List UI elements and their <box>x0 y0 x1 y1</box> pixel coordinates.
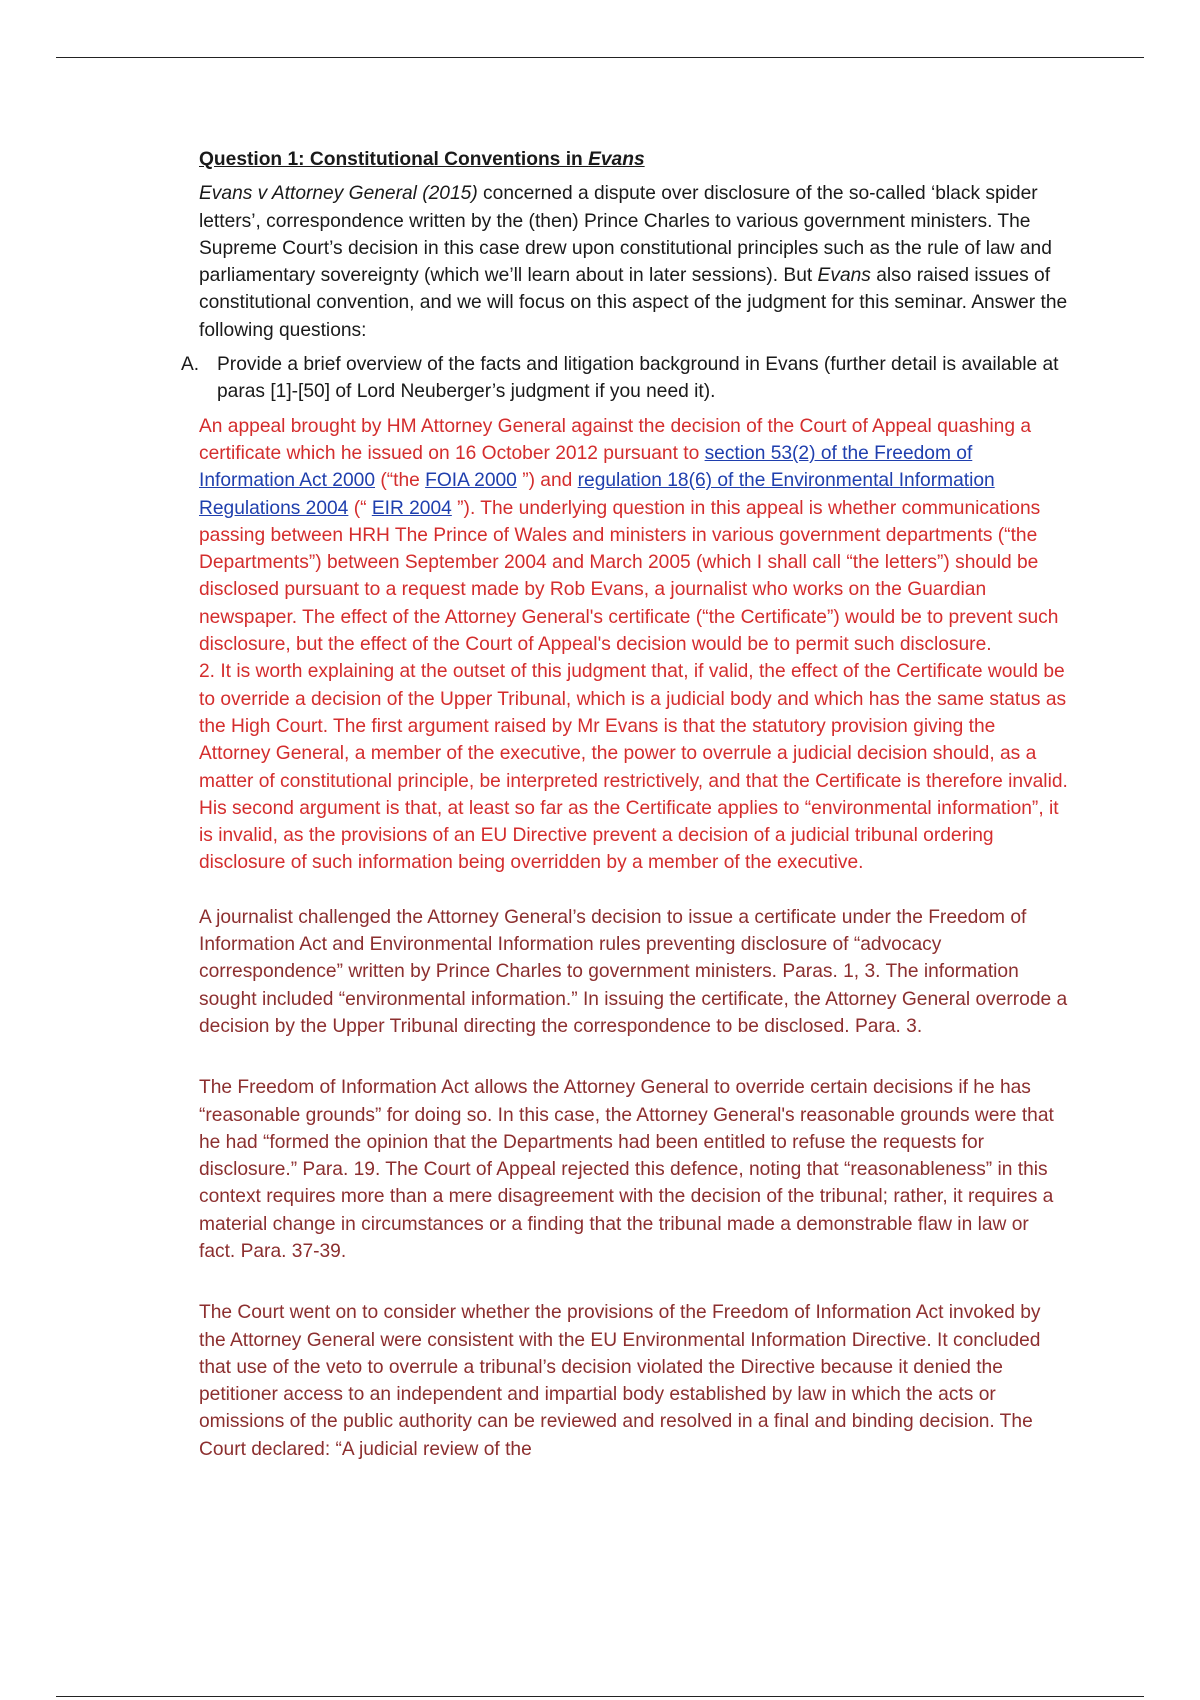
quote-text: (“ <box>348 497 372 519</box>
intro-paragraph <box>199 180 1069 344</box>
answer-paragraph-2: The Freedom of Information Act allows the Attorney General to override certain decisions if he has “reasonable grounds” for doing so. In this case, the Attorney General's reasonable grounds were that he had “formed the opinion that the Departments had been entitled to refuse the requests for disclosure.” Para. 19. The Court of Appeal rejected this defence, noting that “reasonableness” in this context requires more than a mere disagreement with the decision of the tribunal; rather, it requires a material change in circumstances or a finding that the tribunal made a demonstrable flaw in law or fact. Para. 37-39. <box>199 1077 1054 1262</box>
intro-text-2: also raised issues of constitutional convention, and we will focus on this aspect of the judgment for this seminar. Answer the following questions: <box>199 265 1068 341</box>
intro-text-1: concerned a dispute over disclosure of the so-called ‘black spider letters’, correspondence written by the (then) Prince Charles to various government ministers. The Supreme Court’s decision in this case drew upon constitutional principles such as the rule of law and parliamentary sovereignty (which we’ll learn about in later sessions). But <box>199 183 1052 287</box>
quote-text: (“the <box>375 470 426 492</box>
quote-paragraph-1 <box>199 413 1069 659</box>
question-a-label: A. <box>181 354 200 376</box>
case-name-short: Evans <box>817 265 871 287</box>
quote-text: ”) and <box>516 470 578 492</box>
question-a-text: Provide a brief overview of the facts and litigation background in Evans (further detail is available at paras [1]-[50] of Lord Neuberger’s judgment if you need it). <box>217 354 1059 403</box>
footer-rule <box>56 1696 1144 1697</box>
answer-paragraph-1: A journalist challenged the Attorney General’s decision to issue a certificate under the Freedom of Information Act and Environmental Information rules preventing disclosure of “advocacy correspondence” written by Prince Charles to government ministers. Paras. 1, 3. The information sought included “environmental information.” In issuing the certificate, the Attorney General overrode a decision by the Upper Tribunal directing the correspondence to be disclosed. Para. 3. <box>199 906 1068 1037</box>
link-foia-2000[interactable]: FOIA 2000 <box>425 470 517 492</box>
document-body <box>181 146 1069 1463</box>
heading-text: Question 1: Constitutional Conventions in <box>199 149 589 170</box>
link-regulation-18[interactable]: regulation 18(6) of the Environmental Information Regulations 2004 <box>199 470 995 519</box>
link-section-53[interactable]: section 53(2) of the Freedom of Information Act 2000 <box>199 442 973 492</box>
heading-italic: Evans <box>588 149 645 170</box>
quote-text: ”). The underlying question in this appeal is whether communications passing between HRH The Prince of Wales and ministers in various government departments (“the Departments”) between September 2004 and March 2005 (which I shall call “the letters”) should be disclosed pursuant to a request made by Rob Evans, a journalist who works on the Guardian newspaper. The effect of the Attorney General's certificate (“the Certificate”) would be to prevent such disclosure, but the effect of the Court of Appeal's decision would be to permit such disclosure. <box>199 497 1059 656</box>
answer-paragraph-3: The Court went on to consider whether the provisions of the Freedom of Information Act invoked by the Attorney General were consistent with the EU Environmental Information Directive. It concluded that use of the veto to overrule a tribunal’s decision violated the Directive because it denied the petitioner access to an independent and impartial body established by law in which the acts or omissions of the public authority can be reviewed and resolved in a final and binding decision. The Court declared: “A judicial review of the <box>199 1302 1041 1460</box>
case-name: Evans v Attorney General (2015) <box>199 183 478 205</box>
link-eir-2004[interactable]: EIR 2004 <box>371 497 452 519</box>
header-rule <box>56 57 1144 58</box>
question-a <box>181 351 1069 406</box>
question-heading <box>199 146 1069 173</box>
quote-text: An appeal brought by HM Attorney General against the decision of the Court of Appeal quashing a certificate which he issued on 16 October 2012 pursuant to <box>199 415 1032 464</box>
quote-paragraph-2: 2. It is worth explaining at the outset of this judgment that, if valid, the effect of the Certificate would be to override a decision of the Upper Tribunal, which is a judicial body and which has the same status as the High Court. The first argument raised by Mr Evans is that the statutory provision giving the Attorney General, a member of the executive, the power to overrule a judicial decision should, as a matter of constitutional principle, be interpreted restrictively, and that the Certificate is therefore invalid. His second argument is that, at least so far as the Certificate applies to “environmental information”, it is invalid, as the provisions of an EU Directive prevent a decision of a judicial tribunal ordering disclosure of such information being overridden by a member of the executive. <box>199 661 1068 874</box>
